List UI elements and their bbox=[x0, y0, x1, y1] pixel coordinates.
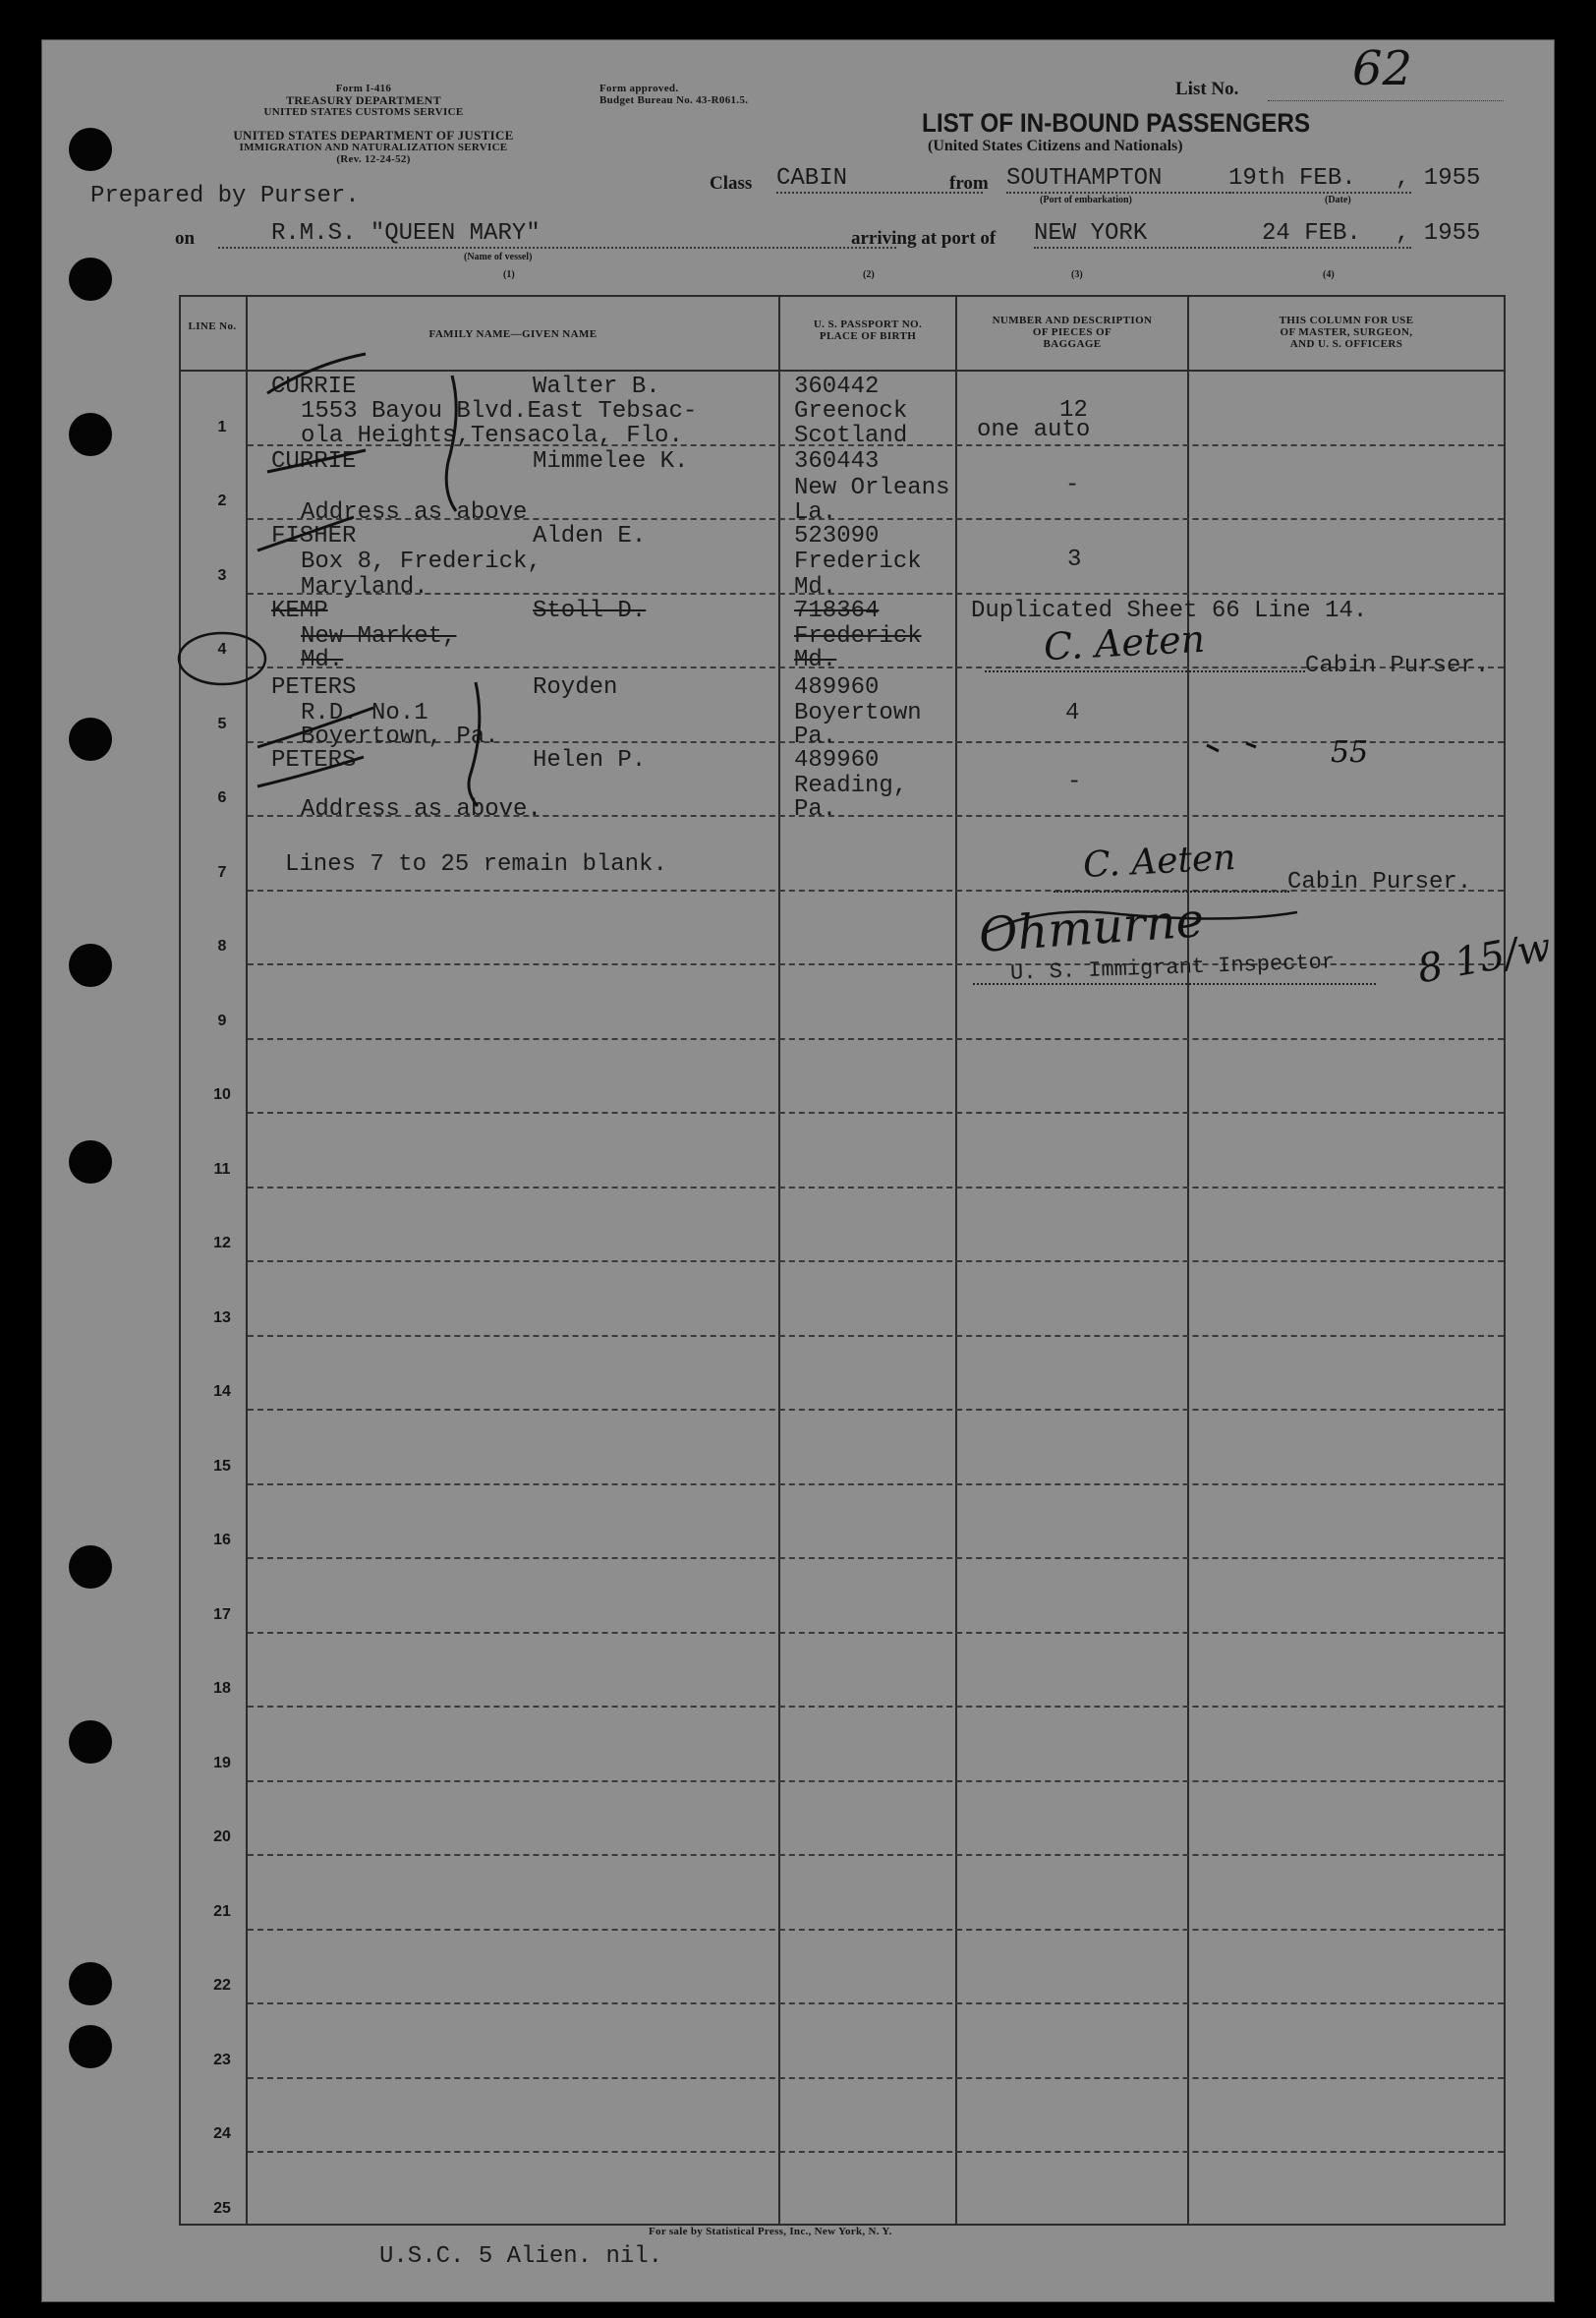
passport-number: 718364 bbox=[794, 598, 880, 624]
family-name: FISHER bbox=[271, 523, 357, 550]
punch-hole bbox=[69, 944, 112, 987]
col-header-line-no: LINE No. bbox=[188, 320, 237, 332]
purser-title: Cabin Purser. bbox=[1305, 653, 1490, 679]
row-separator bbox=[248, 1706, 1504, 1708]
family-name: PETERS bbox=[271, 674, 357, 701]
passport-number: 489960 bbox=[794, 747, 880, 774]
departure-date: 19th FEB. bbox=[1228, 165, 1411, 194]
line-number: 14 bbox=[213, 1383, 231, 1400]
line-number: 2 bbox=[217, 493, 227, 509]
baggage-count: 3 bbox=[1067, 547, 1082, 573]
line-number: 12 bbox=[213, 1235, 231, 1251]
line-number: 7 bbox=[217, 863, 227, 881]
line-number: 21 bbox=[213, 1902, 231, 1920]
row-separator bbox=[248, 593, 1504, 595]
line-number: 17 bbox=[213, 1605, 231, 1623]
inspector-signature: Ohmurne bbox=[977, 893, 1206, 963]
purser-line-2 bbox=[1054, 891, 1289, 893]
passport-heading: U. S. PASSPORT NO. bbox=[813, 319, 923, 330]
table-top-rule bbox=[179, 295, 1506, 297]
row-separator bbox=[248, 1112, 1504, 1114]
birth-place: New Orleans bbox=[794, 475, 950, 501]
col-ref-4: (4) bbox=[1323, 269, 1335, 280]
ins-service: IMMIGRATION AND NATURALIZATION SERVICE bbox=[239, 142, 508, 153]
line-number: 25 bbox=[213, 2199, 231, 2217]
row-separator bbox=[248, 2151, 1504, 2153]
line-number: 13 bbox=[213, 1308, 231, 1326]
punch-hole bbox=[69, 128, 112, 171]
baggage-count: 12 bbox=[1059, 397, 1088, 424]
row-separator bbox=[248, 2002, 1504, 2004]
line-number: 10 bbox=[213, 1086, 231, 1103]
printer-note: For sale by Statistical Press, Inc., New York, N. Y. bbox=[649, 2226, 892, 2237]
inspector-title: U. S. Immigrant Inspector bbox=[1009, 950, 1336, 986]
given-name: Mimmelee K. bbox=[533, 448, 689, 475]
table-right-rule bbox=[1504, 295, 1506, 2226]
page-title: LIST OF IN-BOUND PASSENGERS bbox=[922, 108, 1311, 138]
line-number: 16 bbox=[213, 1532, 231, 1548]
birth-place: Frederick bbox=[794, 623, 922, 650]
line-number: 24 bbox=[213, 2125, 231, 2142]
baggage-heading-1: NUMBER AND DESCRIPTION bbox=[992, 315, 1153, 326]
line-number: 5 bbox=[217, 715, 227, 732]
row-separator bbox=[248, 1335, 1504, 1337]
address-line: 1553 Bayou Blvd.East Tebsac- bbox=[301, 398, 698, 425]
line-number: 8 bbox=[217, 938, 227, 955]
passport-number: 360442 bbox=[794, 374, 880, 400]
purser-title-2: Cabin Purser. bbox=[1287, 869, 1472, 896]
birth-place: Scotland bbox=[794, 423, 908, 449]
row-separator bbox=[248, 1557, 1504, 1559]
row-separator bbox=[248, 1260, 1504, 1262]
justice-block bbox=[177, 130, 570, 165]
line-number: 1 bbox=[217, 418, 227, 435]
given-name: Alden E. bbox=[533, 523, 647, 550]
line-number: 9 bbox=[217, 1012, 227, 1029]
line-number: 11 bbox=[213, 1160, 231, 1178]
row-separator bbox=[248, 1632, 1504, 1634]
birthplace-heading: PLACE OF BIRTH bbox=[819, 330, 917, 342]
col-header-officers bbox=[1189, 315, 1504, 350]
line-number: 6 bbox=[217, 789, 227, 806]
passport-number: 489960 bbox=[794, 674, 880, 701]
arriving-label: arriving at port of bbox=[851, 228, 997, 249]
purser-signature: C. Aeten bbox=[1042, 616, 1207, 669]
birth-place: Reading, bbox=[794, 773, 908, 799]
baggage-description: one auto bbox=[977, 417, 1091, 443]
officers-heading-3: AND U. S. OFFICERS bbox=[1289, 338, 1403, 350]
form-number: Form I-416 bbox=[335, 83, 392, 94]
given-name: Walter B. bbox=[533, 374, 660, 400]
birth-place: Pa. bbox=[794, 796, 837, 823]
address-line: Address as above. bbox=[301, 796, 542, 823]
given-name: Stoll D. bbox=[533, 598, 647, 624]
line-number: 20 bbox=[213, 1828, 231, 1845]
line-number: 18 bbox=[213, 1680, 231, 1697]
purser-signature-2: C. Aeten bbox=[1082, 837, 1237, 887]
page-subtitle: (United States Citizens and Nationals) bbox=[928, 138, 1183, 154]
vessel-caption: (Name of vessel) bbox=[464, 252, 533, 262]
port-of-embarkation: SOUTHAMPTON bbox=[1006, 165, 1234, 194]
row-separator bbox=[248, 1038, 1504, 1040]
revision: (Rev. 12-24-52) bbox=[336, 153, 411, 165]
address-line: ola Heights,Tensacola, Flo. bbox=[301, 423, 683, 449]
vessel-name: R.M.S. "QUEEN MARY" bbox=[218, 220, 896, 249]
baggage-heading-2: OF PIECES OF bbox=[1032, 326, 1112, 338]
birth-place: Md. bbox=[794, 574, 837, 601]
address-line: Md. bbox=[301, 647, 344, 673]
birth-place: La. bbox=[794, 499, 837, 526]
margin-mark: 55 bbox=[1331, 735, 1369, 770]
approval-block bbox=[599, 83, 748, 106]
family-name: PETERS bbox=[271, 747, 357, 774]
col-ref-3: (3) bbox=[1071, 269, 1083, 280]
col-ref-1: (1) bbox=[503, 269, 515, 280]
port-caption: (Port of embarkation) bbox=[1040, 195, 1132, 205]
officers-heading-2: OF MASTER, SURGEON, bbox=[1280, 326, 1413, 338]
time-mark: 8 15/w bbox=[1414, 924, 1555, 993]
form-approved: Form approved. bbox=[599, 83, 679, 94]
customs-service: UNITED STATES CUSTOMS SERVICE bbox=[263, 106, 464, 118]
purser-line bbox=[985, 670, 1305, 672]
on-label: on bbox=[175, 228, 196, 249]
arrival-port: NEW YORK bbox=[1034, 220, 1285, 249]
birth-place: Md. bbox=[794, 647, 837, 673]
line-number: 23 bbox=[213, 2051, 231, 2068]
arrival-date: 24 FEB. bbox=[1262, 220, 1411, 249]
birth-place: Boyertown bbox=[794, 700, 922, 726]
punch-hole bbox=[69, 1720, 112, 1764]
punch-hole bbox=[69, 413, 112, 456]
prepared-by: Prepared by Purser. bbox=[90, 183, 360, 209]
birth-place: Greenock bbox=[794, 398, 908, 425]
col-header-passport bbox=[780, 319, 955, 342]
punch-hole bbox=[69, 1545, 112, 1589]
list-no-line bbox=[1268, 100, 1504, 101]
duplicate-note: Duplicated Sheet 66 Line 14. bbox=[971, 598, 1368, 624]
blank-lines-note: Lines 7 to 25 remain blank. bbox=[285, 851, 667, 878]
given-name: Helen P. bbox=[533, 747, 647, 774]
passport-number: 360443 bbox=[794, 448, 880, 475]
row-separator bbox=[248, 1929, 1504, 1931]
line-number: 3 bbox=[217, 566, 227, 584]
given-name: Royden bbox=[533, 674, 618, 701]
budget-bureau: Budget Bureau No. 43-R061.5. bbox=[599, 94, 749, 106]
address-line: Box 8, Frederick, bbox=[301, 549, 542, 575]
row-separator bbox=[248, 2077, 1504, 2079]
row-separator bbox=[248, 1187, 1504, 1188]
col-ref-2: (2) bbox=[863, 269, 875, 280]
birth-place: Pa. bbox=[794, 724, 837, 750]
address-line: Address as above bbox=[301, 499, 528, 526]
class-value: CABIN bbox=[776, 165, 983, 194]
address-line: Boyertown, Pa. bbox=[301, 724, 499, 750]
line-number: 15 bbox=[213, 1457, 231, 1475]
address-line: New Market, bbox=[301, 623, 457, 650]
col-header-name: FAMILY NAME—GIVEN NAME bbox=[428, 328, 598, 340]
arrival-year: , 1955 bbox=[1396, 220, 1481, 247]
table-head-rule bbox=[179, 370, 1506, 372]
row-separator bbox=[248, 1780, 1504, 1782]
row-separator bbox=[248, 1483, 1504, 1485]
baggage-count: - bbox=[1067, 769, 1082, 795]
line-number: 19 bbox=[213, 1754, 231, 1771]
punch-hole bbox=[69, 258, 112, 301]
treasury-dept: TREASURY DEPARTMENT bbox=[286, 93, 441, 107]
line-number: 4 bbox=[217, 641, 227, 658]
row-separator bbox=[248, 1854, 1504, 1856]
form-block bbox=[246, 83, 482, 118]
departure-year: , 1955 bbox=[1396, 165, 1481, 192]
class-label: Class bbox=[710, 173, 753, 194]
alien-tally: U.S.C. 5 Alien. nil. bbox=[379, 2243, 663, 2270]
address-line: R.D. No.1 bbox=[301, 700, 428, 726]
col-header-baggage bbox=[957, 315, 1187, 350]
table-left-rule bbox=[179, 295, 181, 2226]
punch-hole bbox=[69, 718, 112, 761]
justice-dept: UNITED STATES DEPARTMENT OF JUSTICE bbox=[233, 128, 514, 143]
row-separator bbox=[248, 1409, 1504, 1411]
address-line: Maryland. bbox=[301, 574, 428, 601]
punch-hole bbox=[69, 1962, 112, 2005]
family-name: KEMP bbox=[271, 598, 328, 624]
officers-heading-1: THIS COLUMN FOR USE bbox=[1279, 315, 1414, 326]
list-no-label: List No. bbox=[1175, 79, 1239, 99]
baggage-heading-3: BAGGAGE bbox=[1043, 338, 1102, 350]
date-caption: (Date) bbox=[1325, 195, 1351, 205]
punch-hole bbox=[69, 1140, 112, 1184]
from-label: from bbox=[949, 173, 989, 194]
punch-hole bbox=[69, 2025, 112, 2068]
baggage-count: 4 bbox=[1065, 700, 1080, 726]
list-number: 62 bbox=[1352, 41, 1413, 96]
passport-number: 523090 bbox=[794, 523, 880, 550]
birth-place: Frederick bbox=[794, 549, 922, 575]
line-number: 22 bbox=[213, 1977, 231, 1994]
family-name: CURRIE bbox=[271, 374, 357, 400]
family-name: CURRIE bbox=[271, 448, 357, 475]
baggage-count: - bbox=[1065, 472, 1080, 498]
